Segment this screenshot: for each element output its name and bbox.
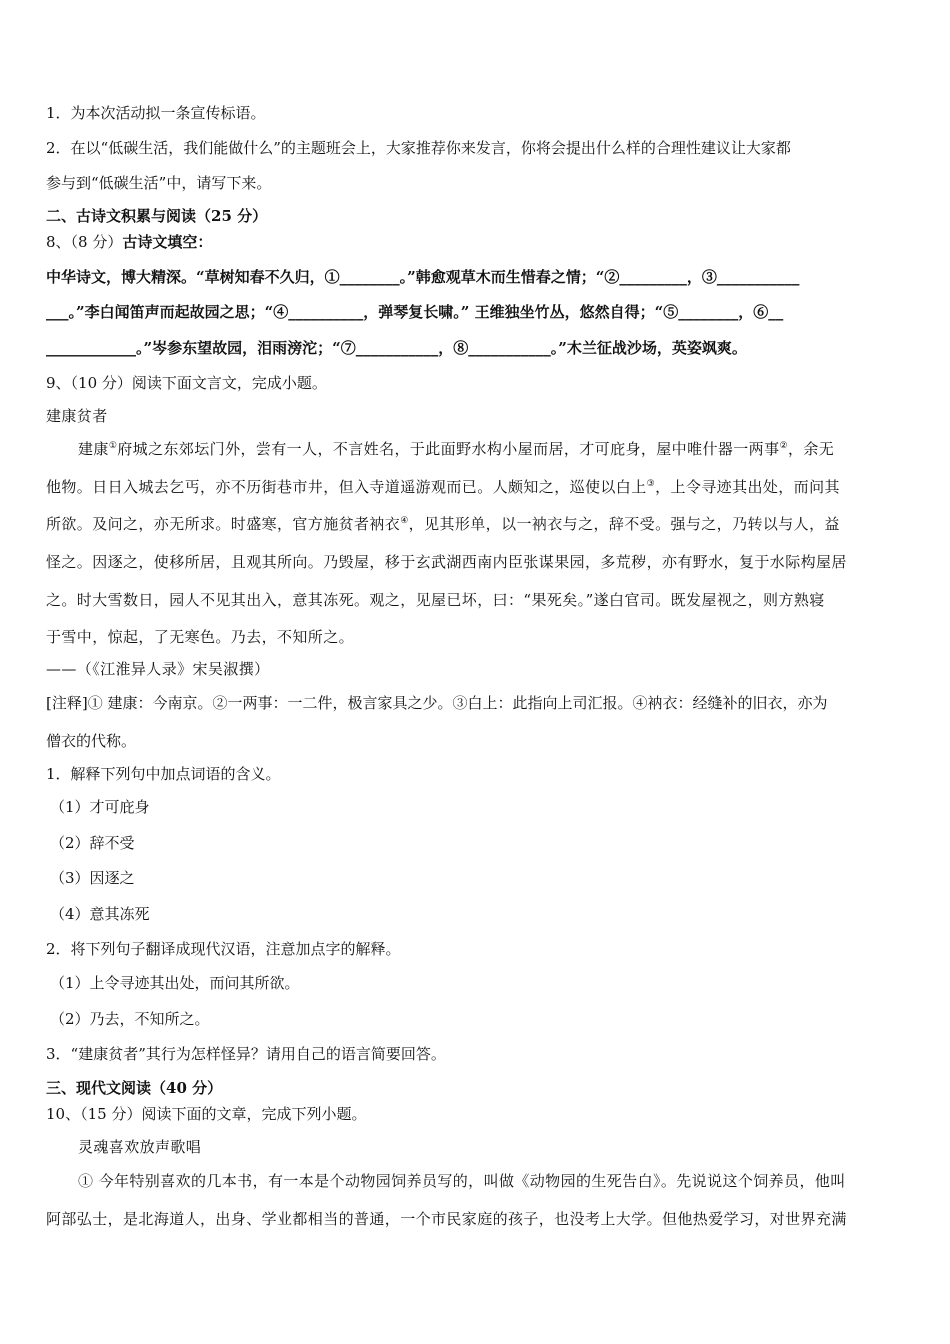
- question-line-1: 1．为本次活动拟一条宣传标语。: [46, 104, 266, 122]
- classical-para-line-1: 建康①府城之东郊坛门外，尝有一人，不言姓名，于此面野水构小屋而居，才可庇身，屋中唯什器一两事②，余无: [78, 440, 835, 458]
- question-8-score: 8、（8 分）: [46, 233, 123, 251]
- classical-para-line-3: 所欲。及问之，亦无所求。时盛寒，官方施贫者衲衣④，见其形单，以一衲衣与之，辞不受。强与之，乃转以与人，益: [46, 515, 840, 533]
- footnote-mark-3: ③: [646, 479, 656, 489]
- sub-question-2-item-1: （1）上令寻迹其出处，而问其所欲。: [50, 974, 300, 992]
- classical-text-title: 建康贫者: [46, 407, 108, 425]
- fill-blank-line-1: 中华诗文，博大精深。“草树知春不久归，①________。”韩愈观草木而生惜春之情；“②_________，③___________: [46, 268, 800, 286]
- modern-para-line-2: 阿部弘士，是北海道人，出身、学业都相当的普通，一个市民家庭的孩子，也没考上大学。但他热爱学习，对世界充满: [46, 1210, 847, 1228]
- source-citation: ——（《江淮异人录》宋吴淑撰）: [46, 660, 270, 678]
- sub-question-3: 3．“建康贫者”其行为怎样怪异？请用自己的语言简要回答。: [46, 1045, 446, 1063]
- fill-blank-line-2: ___。”李白闻笛声而起故园之思；“④__________，弹琴复长啸。” 王维独坐竹丛，悠然自得；“⑤________，⑥__: [46, 303, 784, 321]
- sub-question-2: 2．将下列句子翻译成现代汉语，注意加点字的解释。: [46, 940, 401, 958]
- classical-para-line-6: 于雪中，惊起，了无寒色。乃去，不知所之。: [46, 628, 355, 646]
- classical-para-line-2: 他物。日日入城去乞丐，亦不历街巷市井，但入寺道遥游观而已。人颇知之，巡使以白上③，上令寻迹其出处，而问其: [46, 478, 840, 496]
- sub-question-1: 1．解释下列句中加点词语的含义。: [46, 765, 281, 783]
- question-9-line: 9、（10 分）阅读下面文言文，完成小题。: [46, 374, 327, 392]
- annotation-line-2: 僧衣的代称。: [46, 732, 137, 750]
- sub-question-1-item-2: （2）辞不受: [50, 834, 135, 852]
- question-line-2: 2．在以“低碳生活，我们能做什么”的主题班会上，大家推荐你来发言，你将会提出什么样的合理性建议让大家都: [46, 139, 791, 157]
- question-line-2-cont: 参与到“低碳生活”中，请写下来。: [46, 174, 272, 192]
- footnote-mark-2: ②: [779, 441, 788, 451]
- fill-blank-line-3: ____________。”岑参东望故园，泪雨滂沱；“⑦___________，⑧___________。”木兰征战沙场，英姿飒爽。: [46, 339, 747, 357]
- footnote-mark-4: ④: [400, 516, 409, 526]
- modern-para-line-1: ① 今年特别喜欢的几本书，有一本是个动物园饲养员写的，叫做《动物园的生死告白》。先说说这个饲养员，他叫: [78, 1172, 846, 1190]
- sub-question-2-item-2: （2）乃去，不知所之。: [50, 1010, 210, 1028]
- classical-para-line-4: 怪之。因逐之，使移所居，且观其所向。乃毁屋，移于玄武湖西南内臣张谋果园，多荒秽，亦有野水，复于水际构屋居: [46, 553, 847, 571]
- annotation-line-1: [注释]① 建康：今南京。②一两事：一二件，极言家具之少。③白上：此指向上司汇报。④衲衣：经缝补的旧衣，亦为: [46, 694, 828, 712]
- question-10-line: 10、（15 分）阅读下面的文章，完成下列小题。: [46, 1105, 367, 1123]
- footnote-mark-1: ①: [108, 441, 118, 451]
- modern-text-title: 灵魂喜欢放声歌唱: [78, 1138, 202, 1156]
- question-8-title: 古诗文填空：: [122, 233, 213, 251]
- section-heading-2: 二、古诗文积累与阅读（25 分）: [46, 207, 268, 225]
- section-heading-3: 三、现代文阅读（40 分）: [46, 1079, 223, 1097]
- classical-para-line-5: 之。时大雪数日，园人不见其出入，意其冻死。观之，见屋已坏，曰：“果死矣。”遂白官司。既发屋视之，则方熟寝: [46, 591, 825, 609]
- sub-question-1-item-3: （3）因逐之: [50, 869, 135, 887]
- question-8-line: [46, 232, 906, 252]
- sub-question-1-item-4: （4）意其冻死: [50, 905, 150, 923]
- sub-question-1-item-1: （1）才可庇身: [50, 798, 150, 816]
